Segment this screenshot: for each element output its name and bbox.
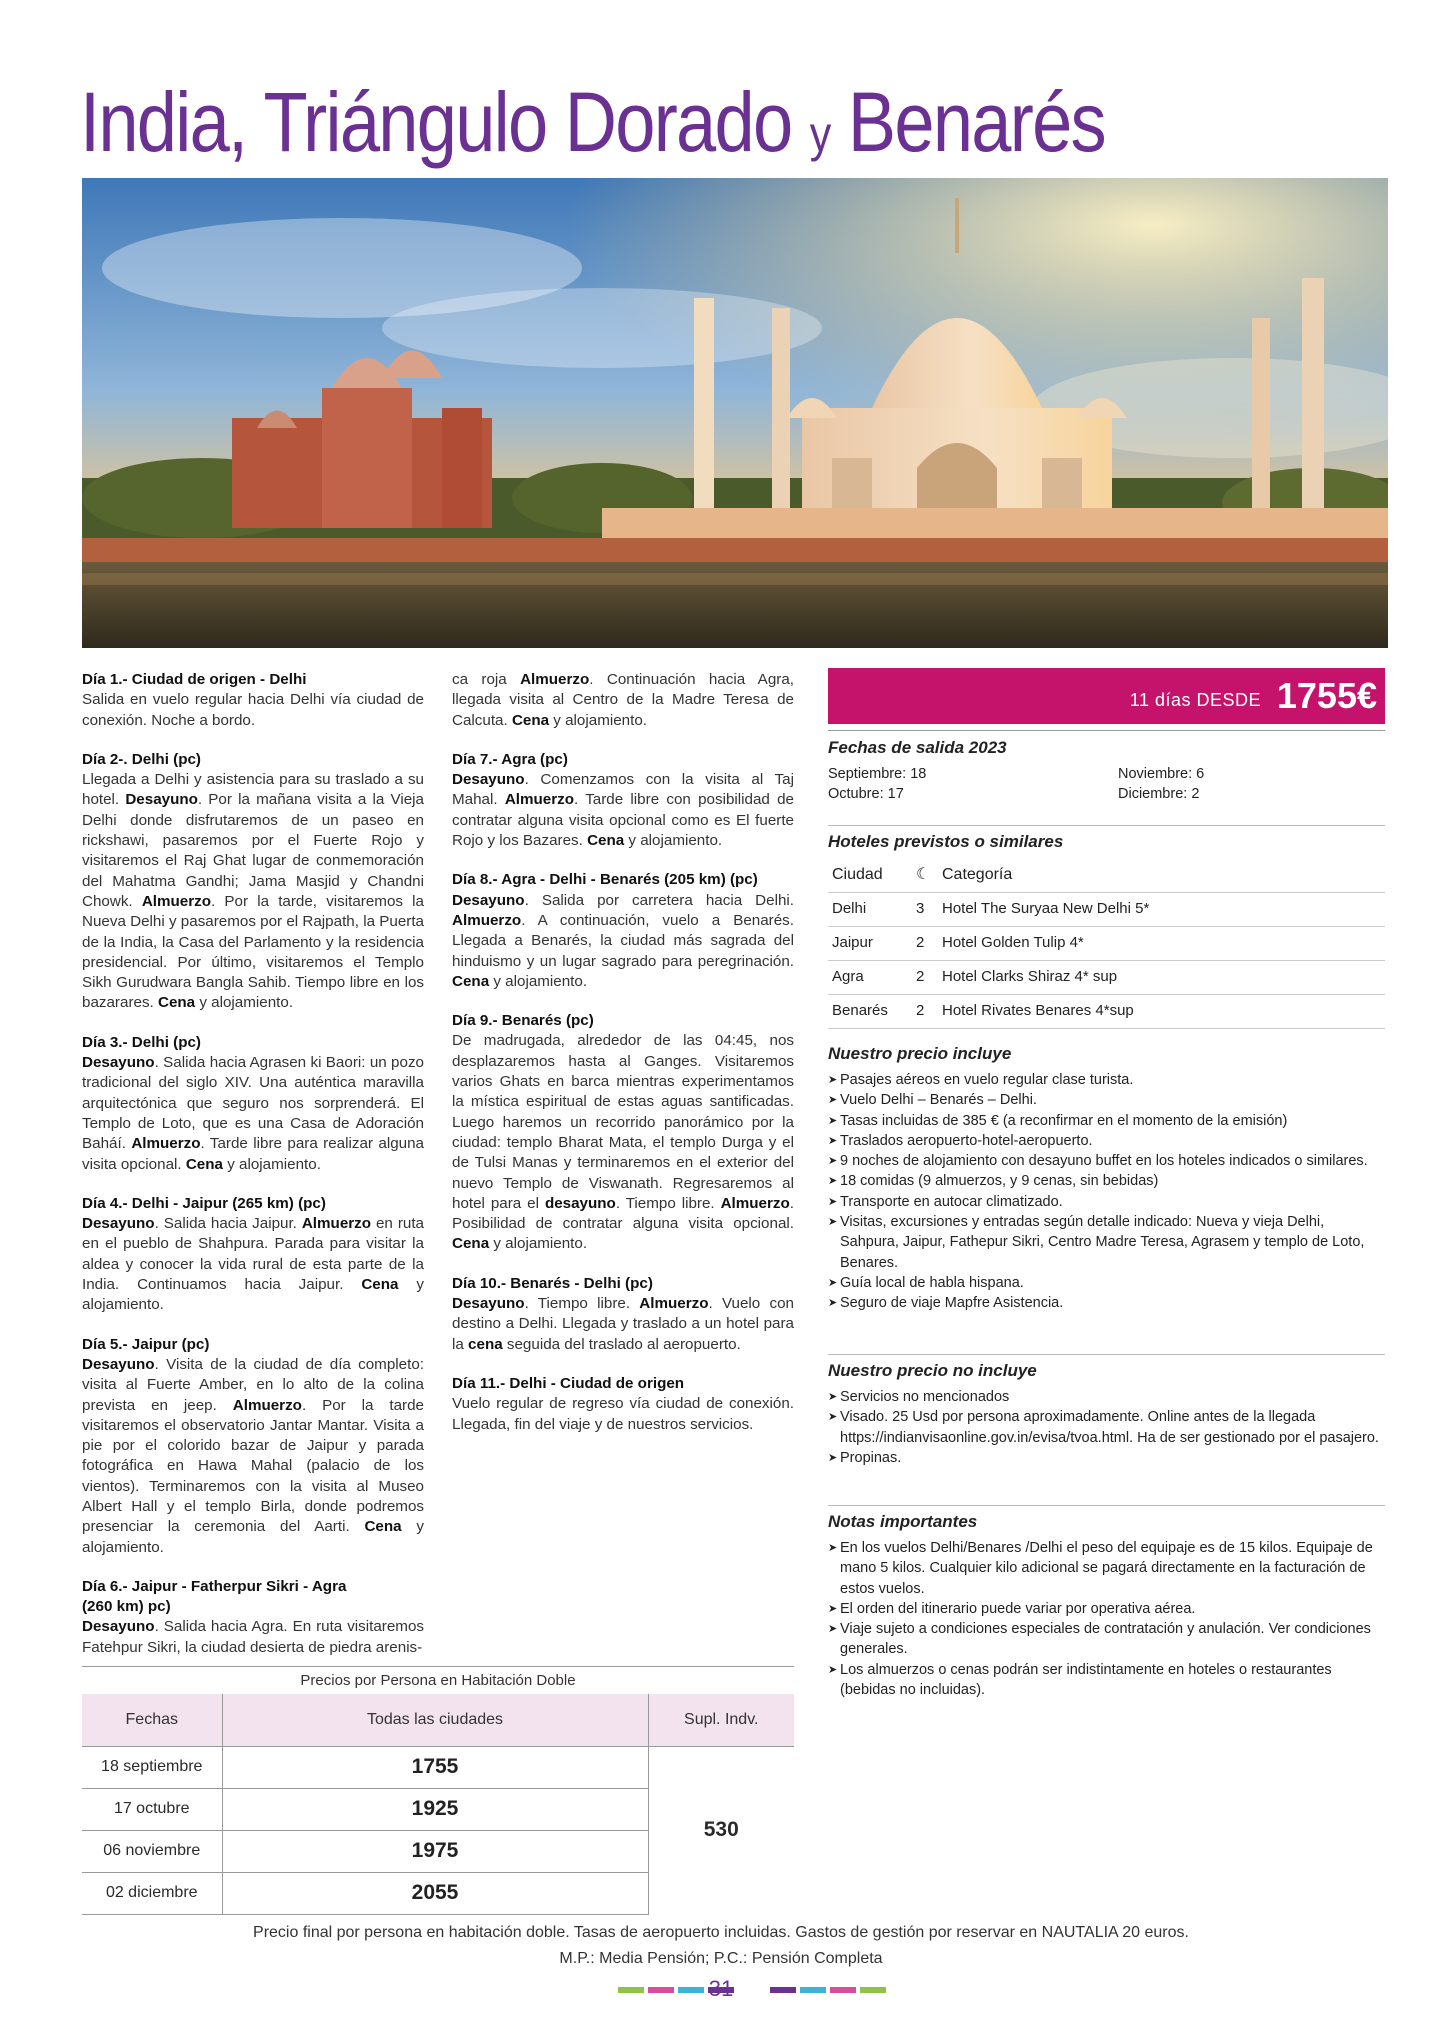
day-6: Día 6.- Jaipur - Fatherpur Sikri - Agra (260 km) pc) Desayuno. Salida hacia Agra. En ruta visitaremos Fatehpur Sikri, la ciudad desierta de piedra arenis-	[82, 1577, 424, 1656]
price-banner	[828, 668, 1385, 724]
footer-legend: M.P.: Media Pensión; P.C.: Pensión Completa	[559, 1950, 883, 1967]
list-item: ➤ Traslados aeropuerto-hotel-aeropuerto.	[828, 1131, 1385, 1151]
list-item: ➤ Tasas incluidas de 385 € (a reconfirmar en el momento de la emisión)	[828, 1111, 1385, 1131]
page-number: 31	[708, 1976, 734, 2001]
supplement-value: 530	[648, 1746, 794, 1914]
day-2: Día 2-. Delhi (pc) Llegada a Delhi y asistencia para su traslado a su hotel. Desayuno. Por la mañana visita a la Vieja Delhi donde disfrutaremos de un paseo en rickshawi, pasaremos por el Fuerte Rojo y visitaremos el Raj Ghat lugar de conmemoración del Mahatma Gandhi; Jama Masjid y Chandni Chowk. Almuerzo. Por la tarde, visitaremos la Nueva Delhi y pasaremos por el Rajpath, la Puerta de la India, la Casa del Parlamento y la residencia presidencial. Por último, visitaremos el Templo Sikh Gurudwara Bangla Sahib. Tiempo libre en los bazarares. Cena y alojamiento.	[82, 750, 425, 1012]
list-item: ➤ Transporte en autocar climatizado.	[828, 1192, 1385, 1212]
table-row: Agra 2 Hotel Clarks Shiraz 4* sup	[828, 960, 1385, 994]
itinerary-column-1	[82, 670, 424, 1658]
departure-dates: Fechas de salida 2023 Septiembre: 18 Noviembre: 6 Octubre: 17 Diciembre: 2	[828, 738, 1385, 804]
table-row: 02 diciembre 2055	[82, 1872, 794, 1914]
hotels-table: Ciudad ☾ Categoría Delhi 3 Hotel The Suryaa New Delhi 5* Jaipur 2 Hotel Golden Tulip 4* Agra 2 Hotel Clarks Shiraz 4* sup Benarés 2 Hotel Rivates Benares 4*sup	[828, 858, 1385, 1029]
list-item: ➤ Vuelo Delhi – Benarés – Delhi.	[828, 1090, 1385, 1110]
table-row: 18 septiembre 1755 530	[82, 1746, 794, 1788]
dates-heading: Fechas de salida 2023	[828, 738, 1007, 757]
table-row: 06 noviembre 1975	[82, 1830, 794, 1872]
day-5: Día 5.- Jaipur (pc) Desayuno. Visita de la ciudad de día completo: visita al Fuerte Amber, en lo alto de la colina prevista en jeep. Almuerzo. Por la tarde visitaremos el observatorio Jantar Mantar. Visita a pie por el colorido bazar de Jaipur y parada fotográfica en Hawa Mahal (palacio de los vientos). Terminaremos con la visita al Museo Albert Hall y el templo Birla, donde podremos presenciar la ceremonia del Aarti. Cena y alojamiento.	[82, 1335, 424, 1556]
list-item: ➤ Guía local de habla hispana.	[828, 1273, 1385, 1293]
price-label: 11 días DESDE	[1129, 690, 1261, 710]
list-item: ➤ 18 comidas (9 almuerzos, y 9 cenas, sin bebidas)	[828, 1171, 1385, 1191]
list-item: ➤ Visitas, excursiones y entradas según detalle indicado: Nueva y vieja Delhi, Sahpura, Jaipur, Fathepur Sikri, Centro Madre Teresa, Agrasem y templo de Loto, Benares.	[828, 1212, 1385, 1273]
list-item: ➤ Viaje sujeto a condiciones especiales de contratación y anulación. Ver condiciones generales.	[828, 1619, 1385, 1660]
day-7: Día 7.- Agra (pc) Desayuno. Comenzamos con la visita al Taj Mahal. Almuerzo. Tarde libre con posibilidad de contratar alguna visita opcional como es El fuerte Rojo y los Bazares. Cena y alojamiento.	[452, 750, 794, 850]
day-3: Día 3.- Delhi (pc) Desayuno. Salida hacia Agrasen ki Baori: un pozo tradicional del siglo XIV. Una auténtica maravilla arquitectónica que seguro nos sorprenderá. El Templo de Loto, que es una Casa de Adoración Baháí. Almuerzo. Tarde libre para realizar alguna visita opcional. Cena y alojamiento.	[82, 1033, 424, 1173]
day-1: Día 1.- Ciudad de origen - Delhi Salida en vuelo regular hacia Delhi vía ciudad de conexión. Noche a bordo.	[82, 671, 424, 729]
table-row: Benarés 2 Hotel Rivates Benares 4*sup	[828, 994, 1385, 1028]
itinerary-column-2	[452, 670, 794, 1454]
notes-section: Notas importantes ➤ En los vuelos Delhi/Benares /Delhi el peso del equipaje es de 15 kilos. Equipaje de mano 5 kilos. Cualquier kilo adicional se pagará directamente en la facturación de estos vuelos. ➤ El orden del itinerario puede variar por operativa aérea. ➤ Viaje sujeto a condiciones especiales de contratación y anulación. Ver condiciones generales. ➤ Los almuerzos o cenas podrán ser indistintamente en hoteles o restaurantes (bebidas no incluidas).	[828, 1505, 1385, 1700]
list-item: ➤ Pasajes aéreos en vuelo regular clase turista.	[828, 1070, 1385, 1090]
page-title: India, Triángulo Dorado y Benarés	[80, 75, 1105, 169]
day-4: Día 4.- Delhi - Jaipur (265 km) (pc) Desayuno. Salida hacia Jaipur. Almuerzo en ruta en el pueblo de Shahpura. Parada para visitar la aldea y conocer la vida rural de esta parte de la India. Continuamos hacia Jaipur. Cena y alojamiento.	[82, 1194, 424, 1314]
list-item: ➤ Propinas.	[828, 1448, 1385, 1468]
list-item: ➤ Visado. 25 Usd por persona aproximadamente. Online antes de la llegada https://indianvisaonline.gov.in/evisa/tvoa.html. Ha de ser gestionado por el pasajero.	[828, 1407, 1385, 1448]
hotels-section	[828, 825, 1385, 1029]
table-row: 17 octubre 1925	[82, 1788, 794, 1830]
day-8: Día 8.- Agra - Delhi - Benarés (205 km) (pc) Desayuno. Salida por carretera hacia Delhi. Almuerzo. A continuación, vuelo a Benarés. Llegada a Benarés, la ciudad más sagrada del hinduismo y un lugar sagrado para peregrinación. Cena y alojamiento.	[452, 871, 794, 990]
day-9: Día 9.- Benarés (pc) De madrugada, alrededor de las 04:45, nos desplazaremos hasta al Ganges. Visitaremos varios Ghats en barca mientras experimentamos la mística espiritual de estas aguas santificadas. Luego haremos un recorrido panorámico por la ciudad: templo Bharat Mata, el templo Durga y el de Tulsi Manas y terminaremos en el exterior del nuevo Templo de Viswanath. Regresaremos al hotel para el desayuno. Tiempo libre. Almuerzo. Posibilidad de contratar alguna visita opcional. Cena y alojamiento.	[452, 1012, 794, 1253]
price-amount: 1755€	[1276, 675, 1377, 716]
includes-section: Nuestro precio incluye ➤ Pasajes aéreos en vuelo regular clase turista. ➤ Vuelo Delhi – Benarés – Delhi. ➤ Tasas incluidas de 385 € (a reconfirmar en el momento de la emisión) ➤ Traslados aeropuerto-hotel-aeropuerto. ➤ 9 noches de alojamiento con desayuno buffet en los hoteles indicados o similares. ➤ 18 comidas (9 almuerzos, y 9 cenas, sin bebidas) ➤ Transporte en autocar climatizado. ➤ Visitas, excursiones y entradas según detalle indicado: Nueva y vieja Delhi, Sahpura, Jaipur, Fathepur Sikri, Centro Madre Teresa, Agrasem y templo de Loto, Benares. ➤ Guía local de habla hispana. ➤ Seguro de viaje Mapfre Asistencia.	[828, 1044, 1385, 1314]
excludes-section: Nuestro precio no incluye ➤ Servicios no mencionados ➤ Visado. 25 Usd por persona aproximadamente. Online antes de la llegada https://indianvisaonline.gov.in/evisa/tvoa.html. Ha de ser gestionado por el pasajero. ➤ Propinas.	[828, 1354, 1385, 1468]
hotels-heading: Hoteles previstos o similares	[828, 832, 1064, 851]
decorative-bars-right	[770, 1987, 886, 1993]
footer-note: Precio final por persona en habitación doble. Tasas de aeropuerto incluidas. Gastos de gestión por reservar en NAUTALIA 20 euros.	[253, 1924, 1189, 1941]
day-10: Día 10.- Benarés - Delhi (pc) Desayuno. Tiempo libre. Almuerzo. Vuelo con destino a Delhi. Llegada y traslado a un hotel para la cena seguida del traslado al aeropuerto.	[452, 1274, 794, 1353]
list-item: ➤ En los vuelos Delhi/Benares /Delhi el peso del equipaje es de 15 kilos. Equipaje de mano 5 kilos. Cualquier kilo adicional se pagará directamente en la facturación de estos vuelos.	[828, 1538, 1385, 1599]
table-row: Delhi 3 Hotel The Suryaa New Delhi 5*	[828, 892, 1385, 926]
table-row: Jaipur 2 Hotel Golden Tulip 4*	[828, 926, 1385, 960]
divider	[828, 730, 1385, 731]
price-table: Precios por Persona en Habitación Doble Fechas Todas las ciudades Supl. Indv. 18 septiembre 1755 530 17 octubre 1925 06 noviembre 1975 02 diciembre 2055	[82, 1666, 794, 1915]
day-11: Día 11.- Delhi - Ciudad de origen Vuelo regular de regreso vía ciudad de conexión. Llegada, fin del viaje y de nuestros servicios.	[452, 1374, 794, 1433]
day-6-continued: ca roja Almuerzo. Continuación hacia Agra, llegada visita al Centro de la Madre Teresa de Calcuta. Cena y alojamiento.	[452, 671, 794, 729]
moon-icon: ☾	[916, 858, 938, 892]
hero-image-taj-mahal	[82, 178, 1388, 648]
list-item: ➤ Los almuerzos o cenas podrán ser indistintamente en hoteles o restaurantes (bebidas no incluidas).	[828, 1660, 1385, 1701]
list-item: ➤ 9 noches de alojamiento con desayuno buffet en los hoteles indicados o similares.	[828, 1151, 1385, 1171]
list-item: ➤ El orden del itinerario puede variar por operativa aérea.	[828, 1599, 1385, 1619]
list-item: ➤ Seguro de viaje Mapfre Asistencia.	[828, 1293, 1385, 1313]
list-item: ➤ Servicios no mencionados	[828, 1387, 1385, 1407]
